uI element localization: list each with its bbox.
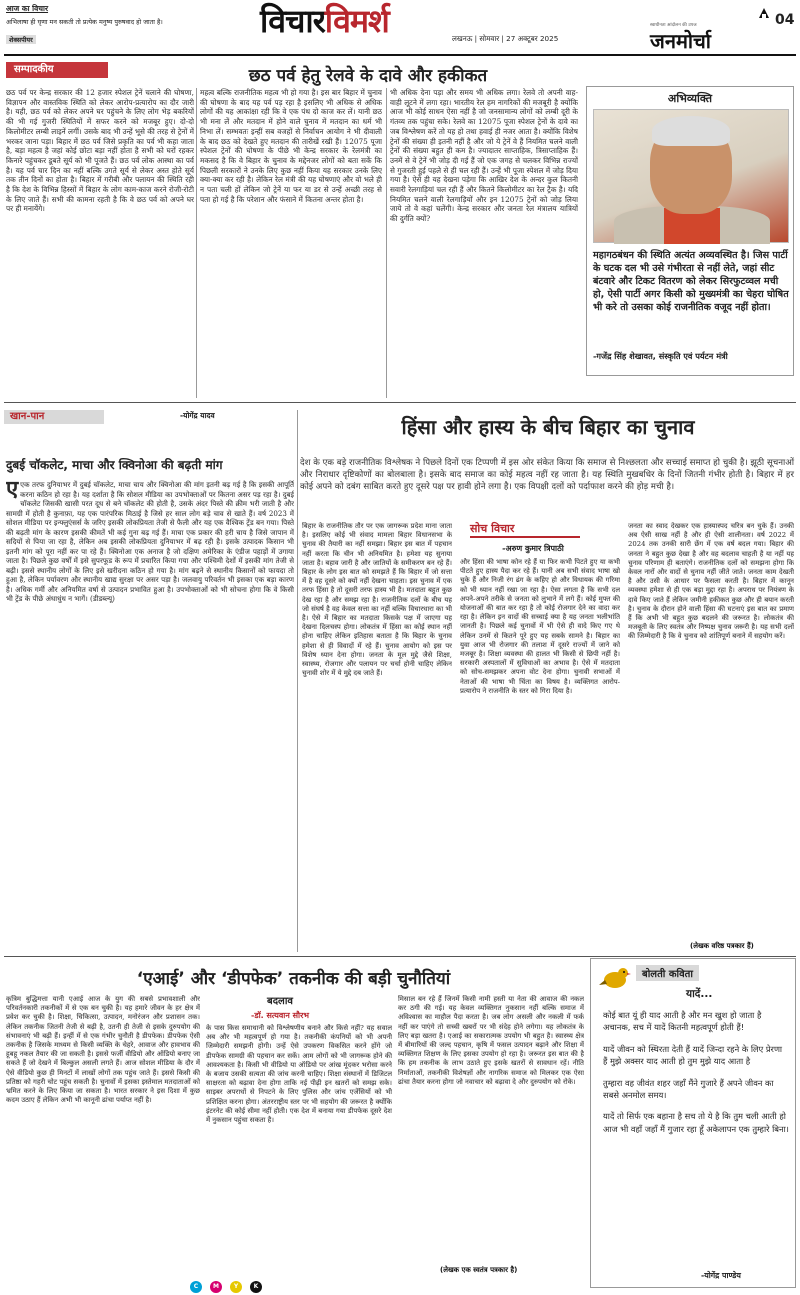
bihar-column-3: जनता का स्वाद देखकर एक हास्यास्पद चरित्र बन चुके हैं। उनकी अब ऐसी साख नहीं है और ही ऐसी शालीनता। वर्ष 2022 में 2024 तक उनकी सारी छेंग में एक वर्ष बदल गया। बिहार की जनता ने बहुत कुछ देखा है और वह बदलाव चाहती है या नहीं यह चुनाव परिणाम ही बताएंगे। राजनीतिक दलों को समझना होगा कि केवल नारों और वादों से चुनाव नहीं जीते जाते। जनता काम देखती है और उसी के आधार पर फैसला करती है। बिहार में कानून व्यवस्था हमेशा से ही एक बड़ा मुद्दा रहा है। अपराध पर नियंत्रण के दावे किए जाते हैं लेकिन जमीनी हकीकत कुछ और ही बयान करती है। चुनाव के दौरान होने वाली हिंसा की घटनाएं इस बात का प्रमाण हैं कि अभी भी बहुत कुछ बदलने की जरूरत है। लोकतंत्र की मजबूती के लिए स्वतंत्र और निष्पक्ष चुनाव जरूरी है। यह सभी दलों की जिम्मेदारी है कि वे चुनाव को शांतिपूर्ण बनाने में सहयोग करें। — [628, 522, 794, 641]
bihar-author: -अरुण कुमार त्रिपाठी — [502, 544, 564, 553]
bihar-column-label: सोच विचार — [470, 521, 580, 538]
paper-name: जनमोर्चा — [650, 29, 711, 53]
daily-thought-label: आज का विचार — [6, 4, 49, 13]
section-rule — [4, 956, 796, 957]
brand-part-1: विचार — [260, 2, 325, 40]
brand-part-2: विमर्श — [324, 2, 389, 40]
photo-hair — [652, 116, 730, 146]
column-divider — [196, 88, 197, 398]
print-mark-m: M — [210, 1281, 222, 1293]
food-author: -योगेंद्र यादव — [180, 411, 215, 420]
food-title: दुबई चॉकलेट, माचा और क्विनोआ की बढ़ती मांग — [6, 458, 223, 472]
opinion-quote: महागठबंधन की स्थिति अत्यंत अव्यवस्थित है। जिस पार्टी के घटक दल भी उसे गंभीरता से नहीं लेते, जहां सीट बंटवारे और टिकट वितरण को लेकर सिरफुटव्वल मची हो, ऐसी पार्टी अगर किसी को मुख्यमंत्री का चेहरा घोषित भी करे तो उसका कोई राजनीतिक वजूद नहीं होता। — [593, 250, 789, 313]
poem-author: -योगेंद्र पाण्डेय — [701, 1271, 741, 1280]
speaker-photo — [593, 109, 789, 243]
ai-author: -डॉ. सत्यवान सौरभ — [251, 1011, 309, 1020]
paper-logo-icon — [757, 6, 771, 20]
bihar-credit: (लेखक वरिष्ठ पत्रकार हैं) — [690, 942, 754, 950]
section-rule — [4, 402, 796, 403]
page-number: 04 — [775, 12, 795, 28]
editorial-column-2: महत्व बल्कि राजनीतिक महत्व भी हो गया है। इस बार बिहार में चुनाव की घोषणा के बाद यह पर्व पड़ रहा है इसलिए भी अधिक से अधिक लोगों की यह आकांक्षा रही कि वे एक पंथ दो काज कर लें। यानी छठ भी मना लें और मतदान में होने वाले चुनाव में मतदान का धर्म भी निभा लें। सम्भवतः इन्हीं सब वजहों से निर्वाचन आयोग ने भी दीवाली के बाद छठ को देखते हुए मतदान की तारीखें रखी हैं। 12075 पूजा स्पेशल ट्रेनों की घोषणा के पीछे भी केन्द्र सरकार के रेलमंत्री का मकसद है कि वे बिहार के चुनाव के मद्देनजर लोगों को बता सकें कि पिछली सरकारों ने उनके लिए कुछ नहीं किया यह सरकार उनके लिए क्या-क्या कर रही है। लेकिन रेल मंत्री की यह घोषणाएं और वो भले ही न पता चली हों लेकिन जो ट्रेनें या फर या डर से उन्हें अच्छी तरह से पता हो गई है कि परेशान और फंसाने में कितना अन्तर होता है। — [200, 88, 382, 204]
print-mark-c: C — [190, 1281, 202, 1293]
daily-thought-author: शेक्सपीयर — [6, 35, 36, 44]
daily-thought-quote: अभिलाषा ही घृणा मन सकती तो प्रत्येक मनुष्य पुरुषवाद हो जाता है। — [6, 18, 163, 26]
section-brand — [260, 4, 389, 38]
opinion-author: -गजेंद्र सिंह शेखावत, संस्कृति एवं पर्यटन मंत्री — [593, 351, 728, 361]
food-label: खान-पान — [4, 410, 104, 424]
poem-body — [603, 1009, 789, 1144]
column-divider — [297, 410, 298, 952]
poem-stanza: तुम्हारा वह जीवंत शहर जहाँ मैंने गुजारे हैं अपने जीवन का सबसे अनमोल समय। — [603, 1077, 774, 1101]
bihar-intro: देश के एक बड़े राजनीतिक विश्लेषक ने पिछले दिनों एक टिप्पणी में इस ओर संकेत किया कि समाज से निश्छलता और सच्चाई समाप्त हो चुकी है। झूठी सूचनाओं और निराधार दृष्टिकोणों का बोलबाला है। इसके बाद समाज का कोई महत्व नहीं रह जाता है। यह स्थिति मुखबधिर के दिनों जितनी गंभीर होती है। बिहार में हर कोई अपने को दबंग साबित करते हुए दूसरे पक्ष पर हावी होने लगा है। एक विपक्षी दलों को पर्दाफाश करने की होड़ मची है। — [300, 458, 794, 492]
food-body-text: एक तरफ दुनियाभर में दुबई चॉकलेट, माचा चाय और क्विनोआ की मांग इतनी बढ़ गई है कि इसकी आपूर्ति करना कठिन हो रहा है। यह दर्शाता है कि सोशल मीडिया का उपभोक्ताओं पर कितना असर पड़ रहा है। दुबई चॉकलेट जिसकी खासी परत दूध से बने चॉकलेट की होती है, उसके अंदर पिस्ते की क्रीम भरी जाती है और सामग्री में होती है कुनाफ़ा, यह एक पारंपरिक मिठाई है जिसे हर साल लोग बड़े चाव से खाते हैं। वर्ष 2023 में सोशल मीडिया पर इन्फ्लुएंसर्स के जरिए इसकी लोकप्रियता तेजी से फैली और यह एक वैश्विक ट्रेंड बन गया। पिस्ते की बढ़ती मांग के कारण इसकी कीमतें भी कई गुना बढ़ गई हैं। माचा एक प्रकार की हरी चाय है जिसे जापान में सदियों से पिया जा रहा है, लेकिन अब इसकी लोकप्रियता दुनियाभर में बढ़ रही है। इसके उत्पादक किसान भी इतनी मांग को पूरा नहीं कर पा रहे हैं। क्विनोआ एक अनाज है जो दक्षिण अमेरिका के एंडीज पहाड़ों में उगाया जाता है। पिछले कुछ वर्षों में इसे सुपरफूड के रूप में प्रचारित किया गया और पश्चिमी देशों में इसकी मांग तेजी से बढ़ी। इससे स्थानीय लोगों के लिए इसे खरीदना कठिन हो गया है। मांग बढ़ने से स्थानीय किसानों को फायदा तो हुआ है, लेकिन पर्यावरण और स्थानीय खाद्य सुरक्षा पर असर पड़ा है। जलवायु परिवर्तन भी इसका एक बड़ा कारण है। अधिक गर्मी और अनियमित वर्षा से उत्पादन प्रभावित हुआ है। उपभोक्ताओं को भी सोचना होगा कि वे किसी भी ट्रेंड के पीछे अंधाधुंध न भागें। (डीडब्ल्यू) — [6, 480, 294, 603]
poem-stanza: यादें तो सिर्फ एक बहाना है सच तो ये है कि तुम चली आती हो आज भी वहाँ जहाँ मैं गुजार रहा हूँ अकेलापन एक तुम्हारे बिना। — [603, 1111, 789, 1134]
editorial-label: सम्पादकीय — [6, 62, 108, 78]
ai-column-1: कृत्रिम बुद्धिमत्ता यानी एआई आज के युग की सबसे प्रभावशाली और परिवर्तनकारी तकनीकों में से एक बन चुकी है। यह हमारे जीवन के हर क्षेत्र में प्रवेश कर चुकी है। शिक्षा, चिकित्सा, उत्पादन, मनोरंजन और प्रशासन तक। लेकिन तकनीक जितनी तेजी से बढ़ी है, उतनी ही तेजी से इसके दुरुपयोग की संभावनाएं भी बढ़ी हैं। इन्हीं में से एक गंभीर चुनौती है डीपफेक। डीपफेक ऐसी तकनीक है जिसके माध्यम से किसी व्यक्ति के चेहरे, आवाज और हावभाव की हूबहू नकल तैयार की जा सकती है। इससे फर्जी वीडियो और ऑडियो बनाए जा सकते हैं जो देखने में बिल्कुल असली लगते हैं। आज सोशल मीडिया के दौर में ऐसे वीडियो कुछ ही मिनटों में लाखों लोगों तक पहुंच जाते हैं। इससे किसी की प्रतिष्ठा को गहरी चोट पहुंच सकती है। चुनावों में इसका इस्तेमाल मतदाताओं को भ्रमित करने के लिए किया जा सकता है। भारत सरकार ने इस दिशा में कुछ कदम उठाए हैं लेकिन अभी भी कानूनी ढांचा पर्याप्त नहीं है। — [6, 995, 200, 1105]
bihar-column-1: बिहार के राजनीतिक तौर पर एक जागरूक प्रदेश माना जाता है। इसलिए कोई भी संवाद मामला बिहार विधानसभा के चुनाव की तैयारी का नहीं समझा। बिहार इस बात में पहचान नहीं करता कि चीन भी अनियमित है। हमेशा यह सुनाया जाता है। बहाव जारी है और जातियों के समीकरण बन रहे हैं। बिहार के लोग इस बात को समझते हैं कि बिहार में जो सत्ता में है वह दूसरे को क्यों नहीं देखना चाहता। इस चुनाव में एक तरफ हिंसा है तो दूसरी तरफ हास्य भी है। मतदाता बहुत कुछ देख रहा है और समझ रहा है। राजनीतिक दलों के बीच यह जो संघर्ष है वह केवल सत्ता का नहीं बल्कि विचारधारा का भी है। ऐसे में बिहार का मतदाता किसके पक्ष में जाएगा यह देखना दिलचस्प होगा। लोकतंत्र में हिंसा का कोई स्थान नहीं होना चाहिए लेकिन इतिहास बताता है कि बिहार के चुनाव हमेशा से ही विवादों में रहे हैं। चुनाव आयोग को इस पर विशेष ध्यान देना होगा। जनता के मूल मुद्दे जैसे शिक्षा, स्वास्थ्य, रोजगार और पलायन पर चर्चा होनी चाहिए लेकिन चुनावी शोर में ये मुद्दे दब जाते हैं। — [302, 522, 452, 678]
poem-title: यादें... — [686, 988, 713, 1000]
ai-title: ‘एआई’ और ‘डीपफेक’ तकनीक की बड़ी चुनौतियां — [136, 969, 451, 989]
print-mark-y: Y — [230, 1281, 242, 1293]
food-body — [6, 480, 294, 952]
column-divider — [386, 88, 387, 398]
daily-thought — [6, 4, 186, 46]
paper-tagline: स्वाधीनता आंदोलन की उपज — [650, 23, 697, 28]
poem-stanza: कोई बात यूं ही याद आती है और मन खुश हो जाता है अचानक, सच में यादें कितनी महत्वपूर्ण होती हैं! — [603, 1010, 762, 1033]
ai-column-3: मिसाल बन रहे हैं जिनमें किसी नामी हस्ती या नेता की आवाज की नकल कर ठगी की गई। यह केवल व्यक्तिगत नुकसान नहीं बल्कि समाज में अविश्वास का माहौल पैदा करता है। जब लोग असली और नकली में फर्क नहीं कर पाएंगे तो सच्ची खबरों पर भी संदेह होने लगेगा। यह लोकतंत्र के लिए बड़ा खतरा है। एआई का सकारात्मक उपयोग भी बहुत है। स्वास्थ्य क्षेत्र में बीमारियों की जल्द पहचान, कृषि में फसल उत्पादन बढ़ाने और शिक्षा में व्यक्तिगत शिक्षण के लिए इसका उपयोग हो रहा है। जरूरत इस बात की है कि हम तकनीक के लाभ उठाते हुए इसके खतरों से सावधान रहें। नीति निर्माताओं, तकनीकी विशेषज्ञों और नागरिक समाज को मिलकर एक ऐसा ढांचा तैयार करना होगा जो नवाचार को बढ़ावा दे और दुरुपयोग को रोके। — [398, 995, 584, 1086]
poem-label: बोलती कविता — [636, 965, 699, 981]
dateline: लखनऊ | सोमवार | 27 अक्टूबर 2025 — [452, 34, 559, 43]
header-rule — [4, 54, 796, 56]
poem-stanza: यादें जीवन को स्थिरता देती हैं यादें जिन्दा रहने के लिए प्रेरणा हैं मुझे अक्सर याद आती हो तुम मुझे याद आता है — [603, 1043, 783, 1067]
dropcap: ए — [6, 480, 19, 502]
bihar-title: हिंसा और हास्य के बीच बिहार का चुनाव — [401, 415, 695, 439]
ai-credit: (लेखक एक स्वतंत्र पत्रकार है) — [440, 1266, 518, 1274]
bird-icon — [599, 963, 631, 993]
print-mark-k: K — [250, 1281, 262, 1293]
bihar-column-2: और हिंसा की भाषा कोन रहे हैं या फिर कभी पिटते हुए या कभी पीटते हुए हास्य पैदा कर रहे हैं। यानी अब सभी संवाद भाषा खो चुके हैं और निजी रंग ढंग के कहिए हो और विधायक की गरिमा को भी ध्यान नहीं रखा जा रहा है। ऐसा लगता है कि सभी दल अपने-अपने तरीके से जनता को लुभाने में लगे हैं। कोई मुफ्त की योजनाओं की बात कर रहा है तो कोई रोजगार देने का वादा कर रहा है। लेकिन इन वादों की सच्चाई क्या है यह जनता भलीभांति जानती है। पिछले कई चुनावों में भी ऐसे ही वादे किए गए थे लेकिन उनमें से कितने पूरे हुए यह सबके सामने है। बिहार का युवा आज भी रोजगार की तलाश में दूसरे राज्यों में जाने को मजबूर है। शिक्षा व्यवस्था की हालत भी किसी से छिपी नहीं है। सरकारी अस्पतालों में सुविधाओं का अभाव है। ऐसे में मतदाता को सोच-समझकर अपना वोट देना होगा। चुनावी सभाओं में नेताओं की भाषा भी चिंता का विषय है। व्यक्तिगत आरोप-प्रत्यारोप ने राजनीति के स्तर को गिरा दिया है। — [460, 558, 620, 695]
opinion-label: अभिव्यक्ति — [667, 92, 713, 105]
ai-column-label: बदलाव — [267, 996, 293, 1007]
poem-box — [590, 958, 796, 1288]
editorial-column-1: छठ पर्व पर केन्द्र सरकार की 12 हजार स्पेशल ट्रेनें चलाने की घोषणा, विज्ञापन और वास्तविक स्थिति को लेकर आरोप-प्रत्यारोप का दौर जारी है। यही, छठ पर्व को लेकर अपने घर पहुंचने के लिए लोग भेड़ बकरियों की भी गई गुजरी स्थितियों में सफर करने को मजबूर हुए। दो-दो किलोमीटर लम्बी लाइनें लगीं। उसके बाद भी उन्हें भूसे की तरह से ट्रेनों में भरकर जाना पड़ा। बिहार में छठ पर्व जिसे प्रकृति का पर्व भी कहा जाता है, बड़ा महत्व है जहां कोई छोटा बड़ा नहीं होता है सभी को घरों रहकर किनारे पहुंचकर डूबते सूर्य को भी पूजते हैं। छठ पर्व लोक आस्था का पर्व है। यह पर्व चार दिन का नहीं बल्कि उगते सूर्य से लेकर अस्त होते सूर्य तक तीन दिनों का होता है। बिहार में गरीबी और पलायन की स्थिति रही है कि देश के विभिन्न हिस्सों में बिहार के लोग काम-काज करने रोजी-रोटी के लिए जाते हैं। सभी की कामना रहती है कि वे छठ पर्व को अपने घर पर ही मनायेंगे। — [6, 88, 194, 214]
ai-column-2: के पास किस समाधानी को विश्लेषणीय बनाने और किसे नहीं? यह सवाल अब और भी महत्वपूर्ण हो गया है। तकनीकी कंपनियों को भी अपनी जिम्मेदारी समझनी होगी। उन्हें ऐसे उपकरण विकसित करने होंगे जो डीपफेक सामग्री की पहचान कर सकें। आम लोगों को भी जागरूक होने की आवश्यकता है। किसी भी वीडियो या ऑडियो पर आंख मूंदकर भरोसा करने के बजाय उसकी सत्यता की जांच करनी चाहिए। शिक्षा संस्थानों में डिजिटल साक्षरता को बढ़ावा देना होगा ताकि नई पीढ़ी इन खतरों को समझ सके। साइबर अपराधों से निपटने के लिए पुलिस और जांच एजेंसियों को भी प्रशिक्षित करना होगा। अंतरराष्ट्रीय स्तर पर भी सहयोग की जरूरत है क्योंकि इंटरनेट की कोई सीमा नहीं होती। एक देश में बनाया गया डीपफेक दूसरे देश में नुकसान पहुंचा सकता है। — [206, 1024, 392, 1125]
editorial-title: छठ पर्व हेतु रेलवे के दावे और हकीकत — [248, 66, 488, 86]
opinion-box — [586, 86, 794, 376]
editorial-column-3: भी अधिक देना पड़ा और समय भी अधिक लगा। रेलवे तो अपनी वाह-वाही लूटने में लगा रहा। भारतीय रेल हम नागरिकों की मजबूरी है क्योंकि आज भी कोई साधन ऐसा नहीं है जो जनसामान्य लोगों को लम्बी दूरी के गंतव्य तक पहुंचा सके। रेलवे का 12075 पूजा स्पेशल ट्रेनों के दावे का जब विश्लेषण करें तो यह हो तथा हवाई ही नजर आता है। क्योंकि विशेष ट्रेनों की संख्या ही इतनी नहीं है और जो ये ट्रेनें वे हैं नियमित चलने वाली ट्रेनों की संख्या बहुत ही कम है। ज्यादातर साप्ताहिक, त्रिसाप्ताहिक हैं। उनमें से वे ट्रेनें भी जोड़ दी गई हैं जो एक जगह से चलकर विभिन्न राज्यों से गुजरती हुई पहले से ही चल रही हैं। उन्हें भी पूजा स्पेशल में जोड़ दिया गया है। ऐसे ही यह देखना पड़ेगा कि आखिर देश के अन्दर कुल कितनी सवारी रेलगाड़ियां चल रही हैं और कितने किलोमीटर का रेल ट्रैक है। यदि नियमित चलने वाली रेलगाड़ियों और इन 12075 ट्रेनों को जोड़ लिया जाये तो वे कहां चलेंगी। केन्द्र सरकार और जनता रेल मंत्रालय यात्रियों की दुर्गति क्यों? — [390, 88, 578, 224]
